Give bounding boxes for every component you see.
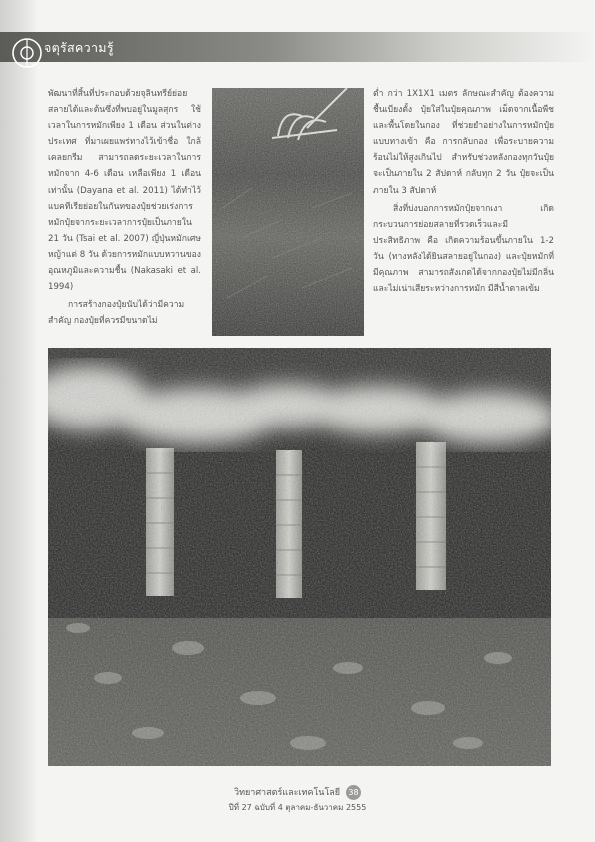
footer-journal-line bbox=[0, 785, 595, 800]
journal-name: วิทยาศาสตร์และเทคโนโลยี bbox=[234, 788, 341, 798]
section-title: จตุรัสความรู้ bbox=[44, 40, 114, 55]
page-number: 38 bbox=[346, 785, 361, 800]
sidebar-strip bbox=[0, 0, 38, 842]
paragraph: ต่ำ กว่า 1X1X1 เมตร ลักษณะสำคัญ ต้องความชื้นเบียงตั้ง ปุ๋ยใส่ในปุ๋ยคุณภาพ เม็ดจากเนื้อพืชและพื้นโดยในกอง ที่ช่วยยำอย่างในการหมักปุ๋ยแบบทางเข้า คือ การกลับกอง เพื่อระบายความร้อนไม่ให้สูงเกินไป สำหรับช่วงหลังกองทุกวันปุ๋ยจะเป็นภายใน 2 สัปดาห์ กลับทุก 2 วัน ปุ๋ยจะเป็นภายใน 3 สัปดาห์ bbox=[373, 89, 554, 196]
paragraph: สิ่งที่บ่งบอกการหมักปุ๋ยจากเงา เกิดกระบวนการย่อยสลายที่รวดเร็วและมีประสิทธิภาพ คือ เกิดความร้อนขึ้นภายใน 1-2 วัน (ทางหลังได้ยินสลายอยู่ในกอง) และปุ๋ยหมักที่มีคุณภาพ สามารถสังเกตได้จากกองปุ๋ยไม่มีกลิ่นและไม่เน่าเสียระหว่างการหมัก มีสีน้ำตาลเข้ม bbox=[373, 203, 554, 295]
magazine-logo-icon bbox=[10, 36, 44, 70]
paragraph: พัฒนาที่สิ้นที่ประกอบด้วยจุลินทรีย์ย่อยสลายได้และต้นซึ่งที่พบอยู่ในมูลสุกร ใช้เวลาในการหมักเพียง 1 เดือน ส่วนในต่างประเทศ ที่มาเผยแพร่ทางไว้เข้าชื่อ ใกล้เคลยกรีม สามารถลดระยะเวลาในการหมักจาก 4-6 เดือน เหลือเพียง 1 เดือนเท่านั้น (Dayana et al. 2011) ได้ทำไว้แบคทีเรียย่อยในกันทของปุ๋ยช่วยเร่งการหมักปุ๋ยจากระยะเวลาการปุ๋ยเป็นภายใน 21 วัน (Tsai et al. 2007) ญี่ปุ่นหมักเศษหญ้าแต่ 8 วัน ด้วยการหมักแบบหวานของอุณหภูมิและความชื้น (Nakasaki et al. 1994) bbox=[48, 89, 201, 293]
footer-issue-line: ปีที่ 27 ฉบับที่ 4 ตุลาคม-ธันวาคม 2555 bbox=[228, 803, 367, 812]
text-column-3 bbox=[373, 86, 554, 297]
paragraph: การสร้างกองปุ๋ยนับได้ว่ามีความสำคัญ กองปุ๋ยที่ควรมีขนาดไม่ bbox=[48, 300, 185, 327]
compost-fork-photo bbox=[212, 88, 364, 336]
steaming-compost-piles-photo bbox=[48, 348, 551, 766]
text-column-1 bbox=[48, 86, 201, 329]
